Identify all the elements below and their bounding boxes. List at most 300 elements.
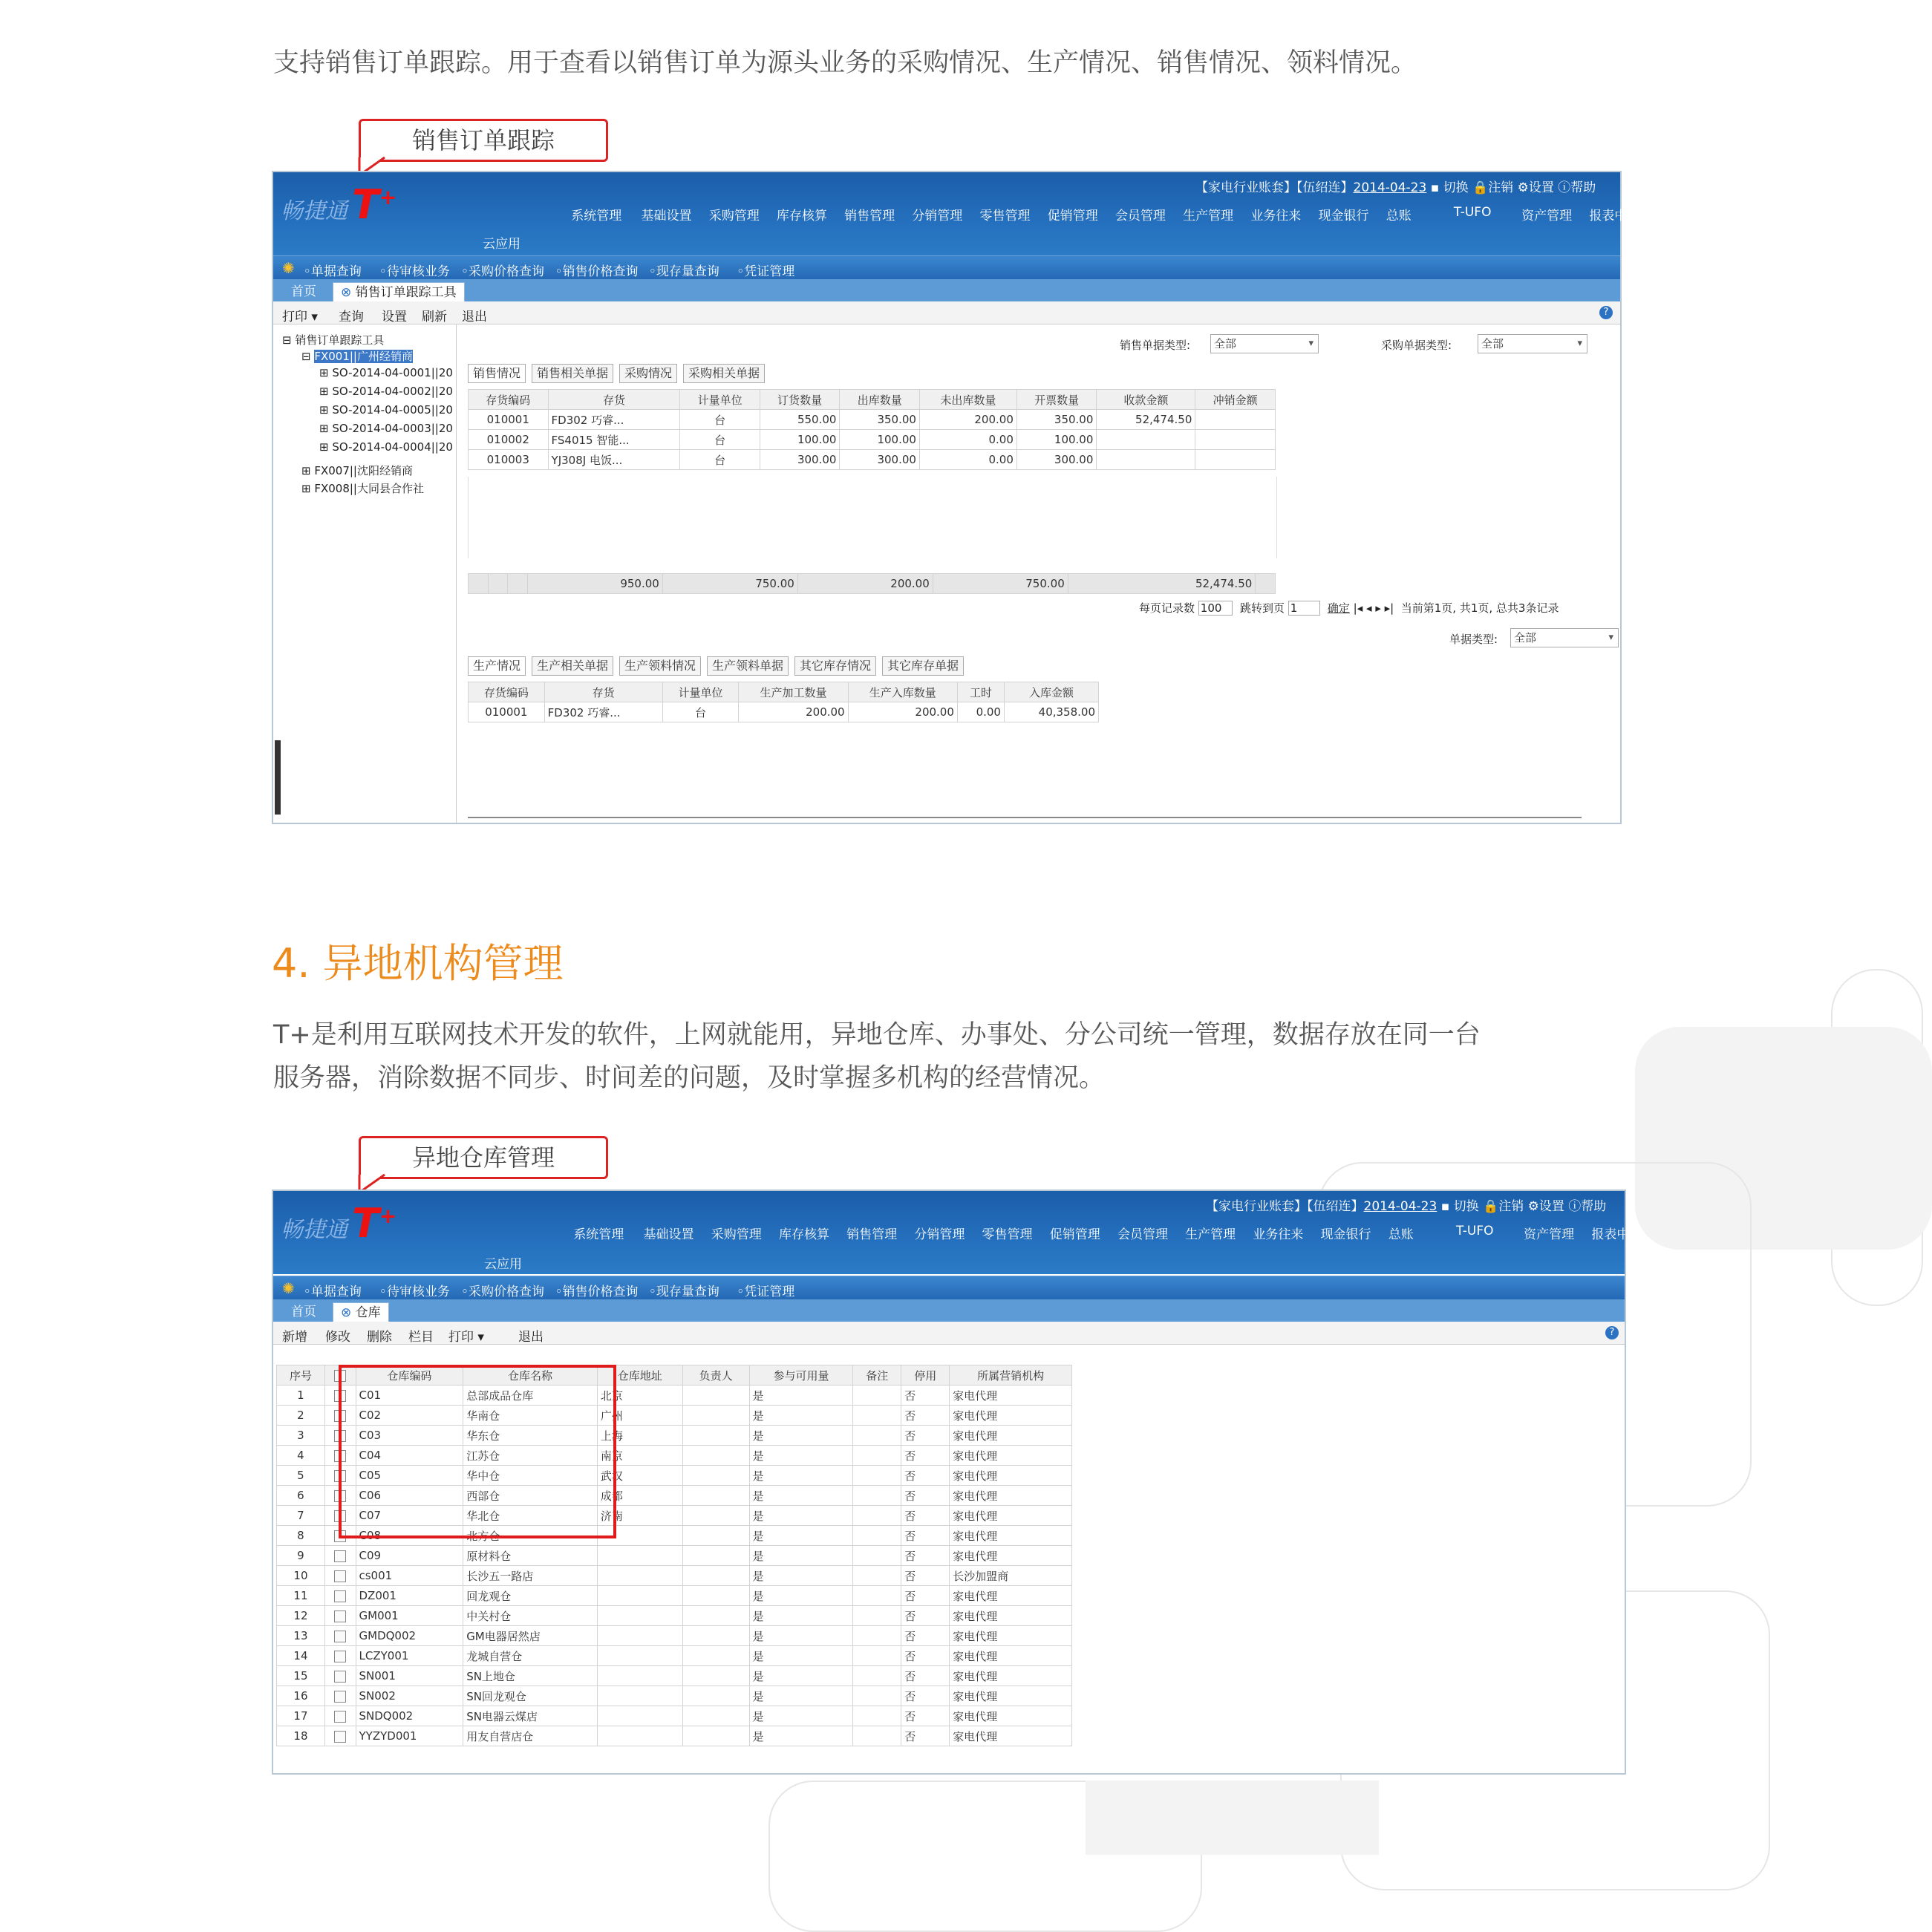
quick-bar [273,1276,1625,1300]
table-cell: 家电代理 [950,1586,1072,1606]
table-cell [597,1686,682,1706]
table-cell: GM电器居然店 [463,1626,598,1646]
table-cell: GMDQ002 [356,1626,463,1646]
column-header[interactable]: 工时 [957,682,1004,702]
subtab-2[interactable]: 采购情况 [619,364,677,383]
section-text-line2: 服务器，消除数据不同步、时间差的问题，及时掌握多机构的经营情况。 [273,1063,1106,1093]
table-cell: 350.00 [1016,410,1097,430]
table-cell: 否 [901,1606,950,1626]
table-cell: 否 [901,1706,950,1726]
menu-item-13[interactable]: T-UFO [1453,205,1492,220]
table-cell: C07 [356,1506,463,1526]
menu-item-11[interactable]: 现金银行 [1320,1227,1371,1242]
tree-order-item[interactable]: ⊞ SO-2014-04-0004||20 [319,440,453,454]
quick-link-1[interactable]: ◦待审核业务 [379,1285,450,1299]
table-cell [682,1506,749,1526]
row-checkbox[interactable] [334,1671,346,1683]
table-cell [682,1646,749,1666]
table-cell: 长沙五一路店 [463,1566,598,1586]
scrollbar[interactable] [468,817,1582,818]
table-cell: 长沙加盟商 [950,1566,1072,1586]
table-cell: 是 [749,1706,853,1726]
table-cell: 7 [277,1506,325,1526]
menu-item-6[interactable]: 零售管理 [982,1227,1033,1242]
table-cell: 是 [749,1406,853,1426]
table-cell [853,1626,901,1646]
menu-cloud[interactable]: 云应用 [483,237,520,252]
subtab-0[interactable]: 生产情况 [468,656,526,676]
subtab-1[interactable]: 生产相关单据 [532,656,613,676]
goto-page-input[interactable]: 1 [1288,601,1321,616]
column-header[interactable]: 冲销金额 [1195,390,1276,410]
table-cell: 回龙观仓 [463,1586,598,1606]
tab-warehouse[interactable] [333,1302,389,1322]
tab-label: 销售订单跟踪工具 [355,285,457,300]
account-name: 【家电行业账套】【伍绍连】 [1206,1199,1364,1214]
pager-info: 当前第1页, 共1页, 总共3条记录 [1400,601,1559,615]
page-size-input[interactable]: 100 [1198,601,1233,616]
table-cell [597,1666,682,1686]
table-cell: 是 [749,1386,853,1406]
column-header[interactable]: 未出库数量 [919,390,1016,410]
table-cell: 是 [749,1586,853,1606]
table-cell [853,1526,901,1546]
table-cell: 华北仓 [463,1506,598,1526]
column-header[interactable]: 所属营销机构 [950,1365,1072,1386]
table-cell: C03 [356,1426,463,1446]
panel-splitter[interactable] [275,740,281,815]
column-header[interactable]: 存货 [544,682,662,702]
table-cell: 13 [277,1626,325,1646]
column-header[interactable]: 出库数量 [840,390,920,410]
tree-node-fx008[interactable]: ⊞ FX008||大同县合作社 [301,482,424,495]
menu-item-5[interactable]: 分销管理 [914,1227,965,1242]
column-header[interactable]: 仓库地址 [597,1365,682,1386]
table-cell: 台 [680,430,760,450]
table-cell: 52,474.50 [1097,410,1195,430]
table-cell [1195,430,1276,450]
row-checkbox[interactable] [334,1631,346,1642]
table-cell [682,1566,749,1586]
menu-item-4[interactable]: 销售管理 [846,1227,898,1242]
table-cell [682,1406,749,1426]
row-checkbox[interactable] [334,1731,346,1743]
table-cell [324,1606,356,1626]
table-cell: 原材料仓 [463,1546,598,1566]
table-cell: LCZY001 [356,1646,463,1666]
menu-item-12[interactable]: 总账 [1386,209,1412,223]
table-cell: 1 [277,1386,325,1406]
column-header[interactable]: 参与可用量 [749,1365,853,1386]
table-cell: GM001 [356,1606,463,1626]
table-cell [597,1566,682,1586]
table-row[interactable] [277,1726,1072,1746]
table-cell [853,1606,901,1626]
menu-item-2[interactable]: 采购管理 [711,1227,762,1242]
table-cell [682,1526,749,1546]
table-cell: 300.00 [840,450,920,470]
table-cell: C02 [356,1406,463,1426]
menu-item-13[interactable]: T-UFO [1455,1224,1494,1238]
table-cell: 200.00 [797,574,933,594]
table-row[interactable] [277,1686,1072,1706]
table-cell: 否 [901,1546,950,1566]
account-name: 【家电行业账套】【伍绍连】 [1195,180,1354,195]
quick-link-2[interactable]: ◦采购价格查询 [460,264,544,279]
table-cell: 200.00 [848,702,957,722]
table-cell [853,1706,901,1726]
column-header[interactable]: 停用 [901,1365,950,1386]
column-header[interactable]: 收款金额 [1097,390,1195,410]
table-cell: DZ001 [356,1586,463,1606]
tab-label: 仓库 [355,1305,381,1320]
menu-item-0[interactable]: 系统管理 [573,1227,624,1242]
table-cell: SNDQ002 [356,1706,463,1726]
table-cell: 台 [680,450,760,470]
menu-item-6[interactable]: 零售管理 [979,209,1031,223]
purchase-doc-type-select[interactable]: 全部 ▾ [1478,334,1587,353]
table-cell: 010001 [469,702,545,722]
close-icon[interactable]: ⊗ [341,1305,352,1320]
table-cell: 是 [749,1666,853,1686]
quick-link-3[interactable]: ◦销售价格查询 [555,264,639,279]
subtab-3[interactable]: 生产领料单据 [707,656,789,676]
table-header-row [469,682,1099,702]
table-cell [853,1506,901,1526]
column-header[interactable]: 入库金额 [1004,682,1098,702]
table-cell: 否 [901,1586,950,1606]
subtab-2[interactable]: 生产领料情况 [619,656,701,676]
table-cell: YJ308J 电饭... [548,450,680,470]
table-cell [1256,574,1276,594]
toolbar-item-1[interactable]: 查询 [339,310,364,324]
sales-doc-type-select[interactable]: 全部 ▾ [1210,334,1319,353]
table-row[interactable] [277,1586,1072,1606]
table-cell: 成都 [597,1486,682,1506]
table-cell: 否 [901,1466,950,1486]
column-header[interactable]: 生产入库数量 [848,682,957,702]
table-cell: SN002 [356,1686,463,1706]
table-cell: 是 [749,1606,853,1626]
table-cell: 是 [749,1426,853,1446]
table-cell: 北京 [597,1386,682,1406]
section-heading: 4. 异地机构管理 [272,940,564,987]
table-row[interactable] [277,1606,1072,1626]
quick-link-4[interactable]: ◦现存量查询 [648,1285,719,1299]
menu-item-8[interactable]: 会员管理 [1117,1227,1168,1242]
row-checkbox[interactable] [334,1711,346,1723]
table-cell: 010003 [469,450,549,470]
subtab-5[interactable]: 其它库存单据 [882,656,964,676]
table-cell: 否 [901,1406,950,1426]
column-header[interactable]: 仓库名称 [463,1365,598,1386]
tab-sales-order-tracking[interactable] [333,282,465,302]
table-cell: 家电代理 [950,1386,1072,1406]
table-cell [597,1586,682,1606]
subtab-1[interactable]: 销售相关单据 [532,364,613,383]
table-cell: 家电代理 [950,1486,1072,1506]
app-header [273,1191,1642,1274]
table-cell: 否 [901,1526,950,1546]
header-actions[interactable]: ▪ 切换 🔒注销 ⚙设置 ⓘ帮助 [1440,1199,1607,1214]
table-cell [597,1626,682,1646]
quick-link-0[interactable]: ◦单据查询 [303,1285,362,1299]
column-header[interactable]: 备注 [853,1365,901,1386]
quick-link-1[interactable]: ◦待审核业务 [379,264,450,279]
menu-item-3[interactable]: 库存核算 [776,209,827,223]
menu-item-2[interactable]: 采购管理 [708,209,760,223]
row-checkbox[interactable] [334,1651,346,1662]
pager-nav-icons[interactable]: |◂ ◂ ▸ ▸| [1353,601,1394,615]
quick-link-5[interactable]: ◦凭证管理 [737,1285,795,1299]
table-cell [597,1646,682,1666]
row-checkbox[interactable] [334,1590,346,1602]
column-header[interactable]: 负责人 [682,1365,749,1386]
menu-item-15[interactable]: 报表中心 [1589,209,1640,223]
purchase-doc-type-label: 采购单据类型: [1381,339,1452,352]
menu-item-15[interactable]: 报表中心 [1591,1227,1642,1242]
table-cell [682,1466,749,1486]
column-header[interactable]: 开票数量 [1016,390,1097,410]
column-header[interactable]: 计量单位 [680,390,760,410]
quick-link-0[interactable]: ◦单据查询 [303,264,362,279]
doc-type-label: 单据类型: [1449,633,1498,646]
table-cell: 750.00 [933,574,1068,594]
table-cell: 18 [277,1726,325,1746]
quick-link-5[interactable]: ◦凭证管理 [737,264,795,279]
menu-item-9[interactable]: 生产管理 [1185,1227,1236,1242]
column-header[interactable]: 序号 [277,1365,325,1386]
table-cell [853,1666,901,1686]
table-cell [1195,410,1276,430]
table-cell: 100.00 [840,430,920,450]
table-cell: 中关村仓 [463,1606,598,1626]
table-cell [682,1726,749,1746]
toolbar-item-4[interactable]: 退出 [462,310,487,324]
table-row[interactable] [469,430,1276,450]
table-cell [853,1586,901,1606]
tree-node-fx007[interactable]: ⊞ FX007||沈阳经销商 [301,464,413,477]
table-cell: 100.00 [1016,430,1097,450]
menu-item-14[interactable]: 资产管理 [1524,1227,1575,1242]
table-cell [469,574,489,594]
table-cell [1195,450,1276,470]
table-cell: 0.00 [919,430,1016,450]
table-row[interactable] [469,702,1099,722]
table-row[interactable] [277,1626,1072,1646]
menu-cloud[interactable]: 云应用 [484,1257,522,1272]
table-cell [853,1446,901,1466]
toolbar [273,301,1620,324]
table-cell [324,1566,356,1586]
toolbar-item-3[interactable]: 刷新 [422,310,447,324]
menu-item-12[interactable]: 总账 [1388,1227,1414,1242]
tab-home[interactable]: 首页 [291,1305,316,1319]
table-cell: 华中仓 [463,1466,598,1486]
decor-shape [1086,1781,1379,1855]
table-cell: 家电代理 [950,1706,1072,1726]
sales-grid [468,389,1276,470]
login-date[interactable]: 2014-04-23 [1363,1199,1437,1214]
quick-link-4[interactable]: ◦现存量查询 [648,264,719,279]
table-cell [597,1606,682,1626]
table-cell [682,1486,749,1506]
tab-bar [273,1299,1625,1322]
table-cell: 否 [901,1486,950,1506]
grid-empty-area [468,477,1277,558]
column-header[interactable]: 订货数量 [760,390,840,410]
table-row[interactable] [277,1706,1072,1726]
table-cell: YYZYD001 [356,1726,463,1746]
subtab-4[interactable]: 其它库存情况 [794,656,876,676]
table-cell: 是 [749,1486,853,1506]
column-header[interactable]: 存货 [548,390,680,410]
table-cell: C05 [356,1466,463,1486]
table-cell: FD302 巧睿... [548,410,680,430]
toolbar-item-0[interactable]: 打印 ▾ [282,310,318,324]
quick-link-3[interactable]: ◦销售价格查询 [555,1285,639,1299]
toolbar-item-2[interactable]: 删除 [367,1330,392,1345]
tab-home[interactable]: 首页 [291,284,316,299]
table-cell: 300.00 [1016,450,1097,470]
table-row[interactable] [277,1666,1072,1686]
table-cell: 是 [749,1646,853,1666]
menu-item-1[interactable]: 基础设置 [643,1227,694,1242]
subtab-0[interactable]: 销售情况 [468,364,526,383]
menu-item-11[interactable]: 现金银行 [1318,209,1369,223]
tab-bar [273,279,1620,301]
table-cell [324,1686,356,1706]
subtab-3[interactable]: 采购相关单据 [683,364,765,383]
menu-item-7[interactable]: 促销管理 [1047,209,1098,223]
quick-link-2[interactable]: ◦采购价格查询 [460,1285,544,1299]
table-row[interactable] [277,1566,1072,1586]
toolbar-item-1[interactable]: 修改 [325,1330,350,1345]
menu-item-14[interactable]: 资产管理 [1521,209,1573,223]
table-cell: 华南仓 [463,1406,598,1426]
table-cell: 8 [277,1526,325,1546]
table-cell: 10 [277,1566,325,1586]
row-checkbox[interactable] [334,1691,346,1703]
column-header[interactable]: 计量单位 [662,682,739,702]
toolbar-item-3[interactable]: 栏目 [408,1330,434,1345]
table-cell: 总部成品仓库 [463,1386,598,1406]
table-cell: 上海 [597,1426,682,1446]
table-cell: SN001 [356,1666,463,1686]
table-row[interactable] [469,574,1276,594]
toolbar-item-0[interactable]: 新增 [282,1330,307,1345]
confirm-button[interactable]: 确定 [1327,601,1350,615]
table-cell: 家电代理 [950,1526,1072,1546]
doc-type-select[interactable]: 全部 ▾ [1510,628,1619,647]
table-cell: 40,358.00 [1004,702,1098,722]
table-cell: 是 [749,1446,853,1466]
table-cell [682,1586,749,1606]
column-header[interactable]: 生产加工数量 [739,682,848,702]
header-actions[interactable]: ▪ 切换 🔒注销 ⚙设置 ⓘ帮助 [1430,180,1596,195]
table-cell [853,1386,901,1406]
table-row[interactable] [469,450,1276,470]
login-date[interactable]: 2014-04-23 [1353,180,1427,195]
toolbar-item-5[interactable]: 退出 [518,1330,544,1345]
table-row[interactable] [277,1646,1072,1666]
table-header-row [469,390,1276,410]
table-cell: 950.00 [527,574,662,594]
help-icon[interactable]: ? [1599,306,1613,319]
table-cell: 广州 [597,1406,682,1426]
tree-node-fx001[interactable]: ⊟ FX001||广州经销商 [301,350,413,363]
tree-order-item[interactable]: ⊞ SO-2014-04-0003||20 [319,422,453,435]
table-cell: 3 [277,1426,325,1446]
row-checkbox[interactable] [334,1570,346,1582]
table-cell: 家电代理 [950,1426,1072,1446]
table-cell: 家电代理 [950,1686,1072,1706]
table-cell [682,1666,749,1686]
help-icon[interactable]: ? [1605,1326,1619,1339]
menu-item-0[interactable]: 系统管理 [571,209,622,223]
table-cell [1097,430,1195,450]
menu-item-10[interactable]: 业务往来 [1253,1227,1304,1242]
toolbar-item-2[interactable]: 设置 [382,310,407,324]
table-cell [853,1566,901,1586]
tree-order-item[interactable]: ⊞ SO-2014-04-0005||20 [319,403,453,417]
column-header[interactable]: 仓库编码 [356,1365,463,1386]
tree-panel [273,324,457,823]
menu-item-3[interactable]: 库存核算 [778,1227,829,1242]
table-cell [597,1546,682,1566]
menu-item-7[interactable]: 促销管理 [1049,1227,1100,1242]
table-cell: 750.00 [662,574,797,594]
tree-order-item[interactable]: ⊞ SO-2014-04-0002||20 [319,385,453,398]
menu-item-4[interactable]: 销售管理 [844,209,895,223]
goto-page-label: 跳转到页 [1239,601,1285,615]
table-cell [597,1726,682,1746]
row-checkbox[interactable] [334,1550,346,1562]
table-cell: 350.00 [840,410,920,430]
table-cell [682,1426,749,1446]
menu-item-10[interactable]: 业务往来 [1250,209,1302,223]
table-cell: 济南 [597,1506,682,1526]
row-checkbox[interactable] [334,1610,346,1622]
column-header[interactable]: 存货编码 [469,682,545,702]
table-cell: 100.00 [760,430,840,450]
close-icon[interactable]: ⊗ [341,285,352,300]
table-cell: 北方仓 [463,1526,598,1546]
toolbar-item-4[interactable]: 打印 ▾ [448,1330,484,1345]
column-header[interactable]: 存货编码 [469,390,549,410]
table-cell [324,1666,356,1686]
pager [1139,600,1559,616]
table-cell [682,1386,749,1406]
table-row[interactable] [469,410,1276,430]
table-row[interactable] [277,1546,1072,1566]
menu-item-1[interactable]: 基础设置 [641,209,692,223]
table-cell: 否 [901,1446,950,1466]
table-cell: FD302 巧睿... [544,702,662,722]
table-cell [324,1546,356,1566]
sun-icon: ✺ [282,1279,295,1297]
warehouse-screenshot [272,1189,1642,1775]
app-logo: 畅捷通 T+ [281,1200,397,1247]
table-cell [324,1646,356,1666]
tree-root[interactable]: ⊟ 销售订单跟踪工具 [282,333,385,347]
table-cell: 家电代理 [950,1626,1072,1646]
menu-item-9[interactable]: 生产管理 [1183,209,1234,223]
menu-item-5[interactable]: 分销管理 [912,209,963,223]
menu-item-8[interactable]: 会员管理 [1115,209,1166,223]
tree-order-item[interactable]: ⊞ SO-2014-04-0001||20 [319,366,453,379]
highlight-box [339,1365,616,1538]
